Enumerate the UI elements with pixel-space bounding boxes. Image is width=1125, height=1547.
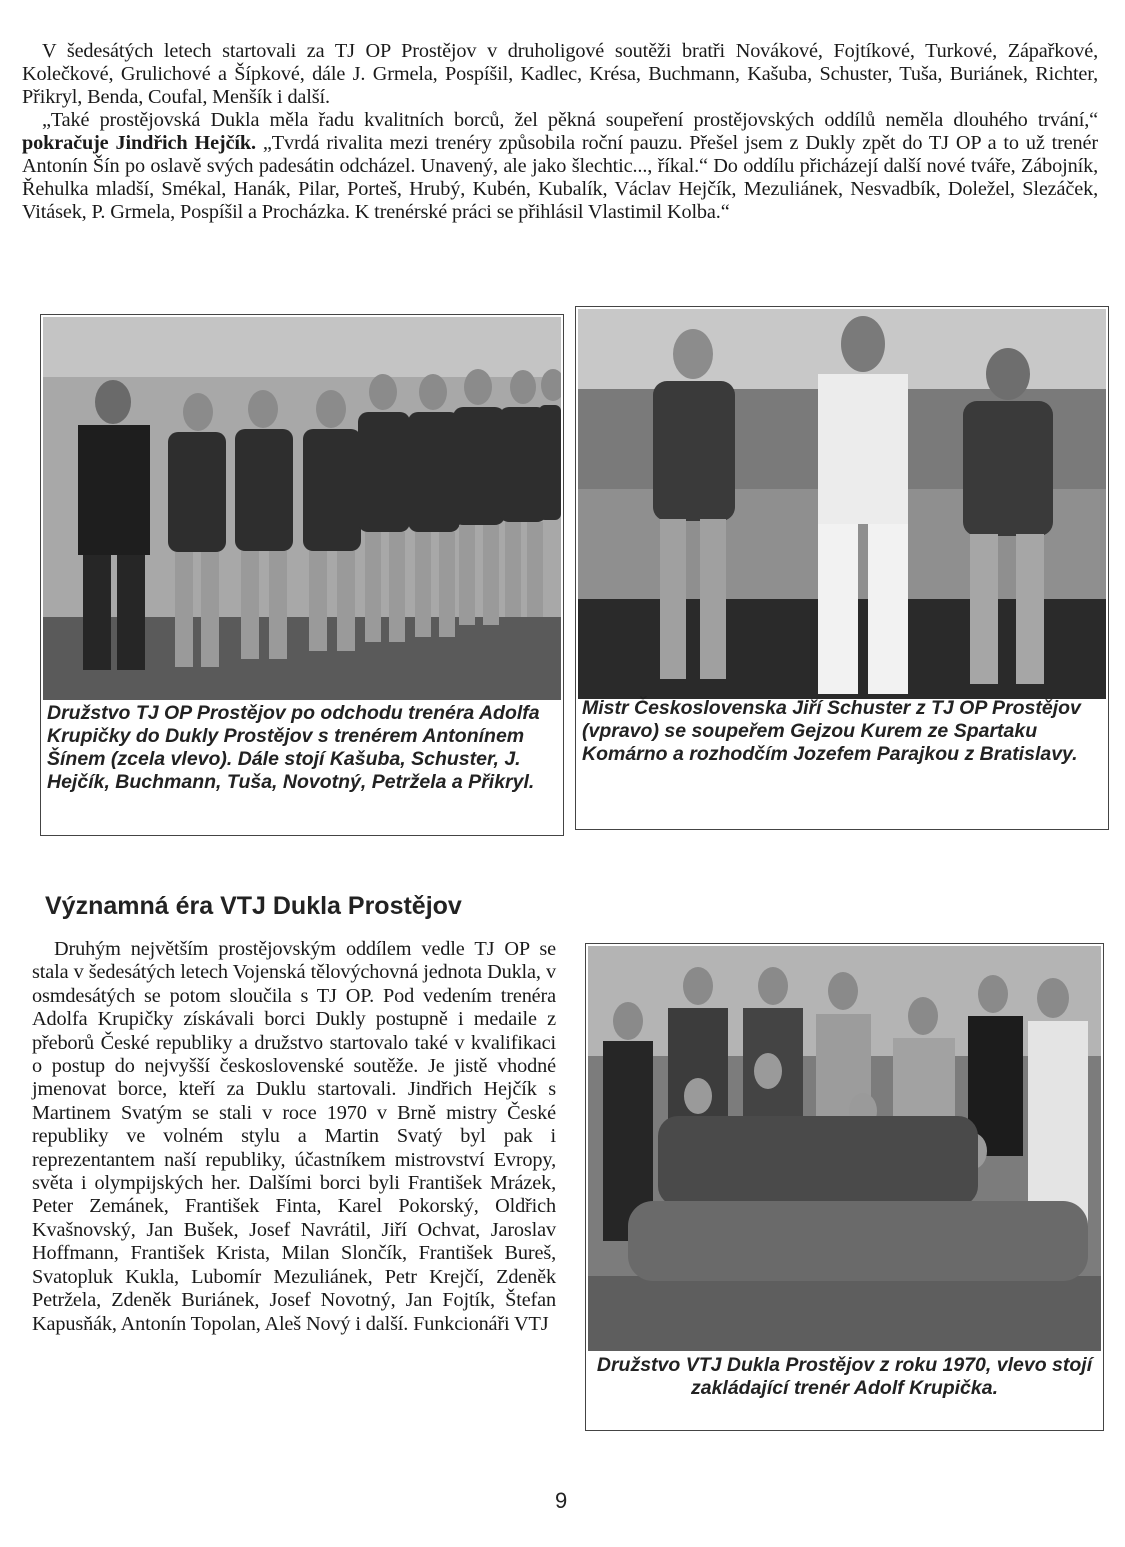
page-number: 9 — [555, 1488, 568, 1513]
intro-p2-part2: „Tvrdá rivalita mezi trenéry způsobila roční pauzu. Přešel jsem z Dukly zpět do TJ OP a to už trenér Antonín Šín po oslavě svých padesátin odcházel. Unavený, ale jako šlechtic..., říkal.“ Do oddílu přicházejí další nové tváře, Zábojník, Řehulka mladší, Smékal, Hanák, Pilar, Porteš, Hrubý, Kubén, Kubalík, Václav Hejčík, Mezuliánek, Nesvadbík, Doležel, Slezáček, Vitásek, P. Grmela, Pospíšil a Procházka. K trenérské práci se přihlásil Vlastimil Kolba.“ — [22, 132, 1099, 223]
intro-p2-bold: pokračuje Jindřich Hejčík. — [22, 132, 256, 154]
intro-p2-part1: „Také prostějovská Dukla měla řadu kvalitních borců, žel pěkná soupeření prostějovských oddílů neměla dlouhého trvání,“ — [42, 109, 1098, 131]
team-photo-caption: Družstvo TJ OP Prostějov po odchodu trenéra Adolfa Krupičky do Dukly Prostějov s trenérem Antonínem Šínem (zcela vlevo). Dále stojí Kašuba, Schuster, J. Hejčík, Buchmann, Tuša, Novotný, Petržela a Přikryl. — [47, 702, 540, 793]
team-photo-box — [40, 314, 564, 836]
team-photo — [43, 317, 561, 700]
section-heading: Významná éra VTJ Dukla Prostějov — [45, 892, 462, 920]
intro-text — [22, 40, 1098, 224]
intro-paragraph-2 — [22, 109, 1098, 224]
section-paragraph: Druhým největším prostějovským oddílem vedle TJ OP se stala v šedesátých letech Vojenská tělovýchovná jednota Dukla, v osmdesátých se potom sloučila s TJ OP. Pod vedením trenéra Adolfa Krupičky získávali borci Dukly postupně i medaile z přeborů České republiky a družstvo startovalo také v kvalifikaci o postup do nejvyšší československé soutěže. Je jistě vhodné jmenovat borce, kteří za Duklu startovali. Jindřich Hejčík s Martinem Svatým se stali v roce 1970 v Brně mistry České republiky ve volném stylu a Martin Svatý byl pak i reprezentantem naší republiky, účastníkem mistrovství Evropy, světa i olympijských her. Dalšími borci byli František Mrázek, Peter Zemánek, František Finta, Karel Pokorský, Oldřich Kvašnovský, Jan Bušek, Josef Navrátil, Jiří Ochvat, Jaroslav Hoffmann, František Krista, Milan Slončík, František Bureš, Svatopluk Kukla, Lubomír Mezuliánek, Petr Krejčí, Zdeněk Petržela, Zdeněk Buriánek, Josef Novotný, Jan Fojtík, Štefan Kapusňák, Antonín Topolan, Aleš Nový i další. Funkcionáři VTJ — [32, 938, 556, 1335]
match-photo-box — [575, 306, 1109, 830]
match-photo-caption: Mistr Československa Jiří Schuster z TJ OP Prostějov (vpravo) se soupeřem Gejzou Kurem ze Spartaku Komárno a rozhodčím Jozefem Parajkou z Bratislavy. — [582, 697, 1081, 765]
dukla-photo — [588, 946, 1101, 1351]
section-body — [32, 938, 556, 1336]
match-photo — [578, 309, 1106, 699]
intro-paragraph-1: V šedesátých letech startovali za TJ OP Prostějov v druholigové soutěži bratři Novákové, Fojtíkové, Turkové, Zápařkové, Kolečkové, Grulichové a Šípkové, dále J. Grmela, Pospíšil, Kadlec, Krésa, Buchmann, Kašuba, Schuster, Tuša, Buriánek, Richter, Přikryl, Benda, Coufal, Menšík i další. — [22, 40, 1098, 108]
dukla-photo-box — [585, 943, 1104, 1431]
dukla-photo-caption: Družstvo VTJ Dukla Prostějov z roku 1970, vlevo stojí zakládající trenér Adolf Krupička. — [596, 1354, 1093, 1399]
